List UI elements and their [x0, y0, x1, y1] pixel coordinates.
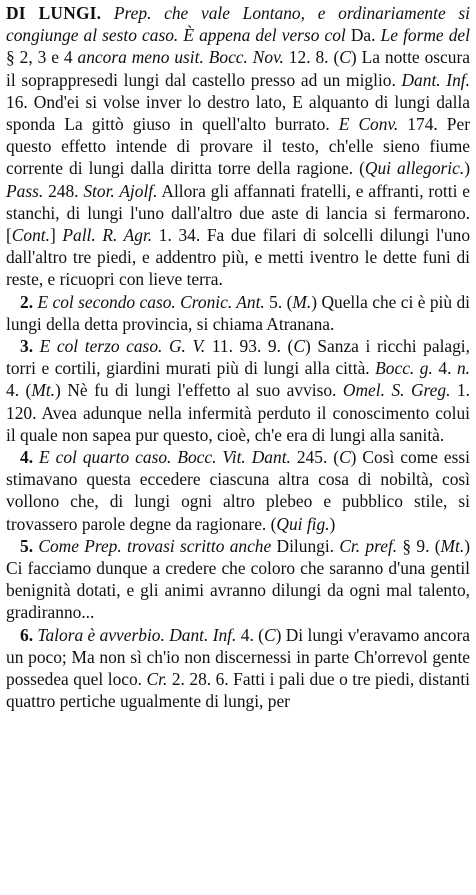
- entry-definition: [6, 2, 470, 291]
- text-run: Cont.: [11, 225, 50, 246]
- text-run: ) Di lungi v'eravamo ancora un poco; Ma non sì ch'io non discernessi in parte Ch'orrevol gente possedea quel loco.: [6, 624, 471, 690]
- headword: DI LUNGI.: [6, 3, 102, 23]
- text-run: 12. 8. (: [283, 47, 340, 68]
- text-run: 1. 120. Avea adunque nella infermità perduto il conoscimento colui il quale non sapea pur questo, cioè, ch'e era di lungi alla sanità.: [6, 380, 471, 445]
- text-run: E col terzo caso. G. V.: [33, 336, 206, 357]
- text-run: ) La notte oscura il soprappresedi lungi dal castello presso ad un miglio.: [6, 47, 470, 90]
- text-run: 1. 34. Fa due filari di solcelli dilungi l'uno dall'altro tre piedi, e addentro più, e metti iventro le dette funi di reste, e ricuopri con lieve terra.: [6, 225, 471, 290]
- text-run: ) Nè fu di lungi l'effetto al suo avviso.: [55, 380, 343, 401]
- sense-number: 3.: [20, 336, 34, 357]
- text-run: Cr. pref.: [339, 535, 398, 556]
- text-run: C: [263, 624, 276, 645]
- text-run: Cr.: [146, 669, 168, 690]
- entry-sense: [6, 291, 470, 335]
- text-run: ) Sanza i ricchi palagi, torri e cortili, giardini murati più di lungi alla città.: [6, 336, 470, 379]
- text-run: Talora è avverbio. Dant. Inf.: [33, 624, 237, 645]
- text-run: 245. (: [290, 447, 340, 468]
- entry-sense: [6, 624, 470, 713]
- sense-number: 6.: [20, 624, 34, 645]
- text-run: ) Quella che ci è più di lungi della detta provincia, si chiama Atranana.: [6, 291, 470, 334]
- sense-number: 4.: [20, 447, 34, 468]
- text-run: Dilungi.: [276, 535, 340, 556]
- text-run: ): [464, 158, 470, 179]
- text-run: Prep. che vale Lontano, e ordinariamente si congiunge al sesto caso. È appena del verso col: [6, 3, 470, 46]
- text-run: ): [329, 513, 336, 534]
- sense-number: 5.: [20, 535, 34, 556]
- text-run: 2. 28. 6. Fatti i pali due o tre piedi, distanti quattro pertiche ugualmente di lungi, per: [6, 669, 470, 712]
- text-run: 4. (: [236, 624, 264, 645]
- text-run: Qui allegoric.: [364, 158, 465, 179]
- text-run: Le forme del: [375, 25, 470, 46]
- text-run: § 2, 3 e 4: [6, 47, 73, 68]
- sense-number: 2.: [20, 291, 34, 312]
- text-run: Bocc. Nov.: [208, 47, 284, 68]
- text-run: ]: [49, 225, 63, 246]
- text-run: Bocc. g.: [375, 358, 433, 379]
- text-run: Come Prep. trovasi scritto anche: [33, 535, 277, 556]
- text-run: 16. Ond'ei si volse inver lo destro lato, E alquanto di lungi dalla sponda La gittò giuso in quell'alto burrato.: [6, 91, 470, 135]
- text-run: E Conv.: [338, 114, 399, 135]
- text-run: C: [339, 447, 351, 468]
- text-run: Omel. S. Greg.: [342, 380, 451, 401]
- text-run: 174. Per questo effetto intende di provare il testo, ch'elle sieno fiume corrente di lungi dalla diritta torre della ragione. (: [6, 114, 470, 179]
- text-run: C: [339, 47, 351, 68]
- text-run: 4. (: [6, 380, 32, 401]
- text-run: 4.: [432, 358, 457, 379]
- text-run: C: [293, 336, 305, 357]
- text-run: n.: [456, 358, 471, 379]
- text-run: 11. 93. 9. (: [205, 336, 294, 357]
- text-run: Allora gli affannati fratelli, e affranti, rotti e stanchi, di lungi l'uno dall'altro due aste di lancia si fermarono. [: [6, 180, 470, 246]
- text-run: E col secondo caso. Cronic. Ant.: [33, 291, 265, 312]
- text-run: Qui fig.: [276, 513, 330, 534]
- text-run: ) Ci facciamo dunque a credere che coloro che saranno d'una gentil benignità dotati, e gli animi avranno dilungi da ogni mal talento, gradiranno...: [6, 535, 471, 623]
- text-run: Pass.: [6, 180, 44, 201]
- text-run: Mt.: [440, 535, 465, 556]
- text-run: ) Così come essi stimavano questa eccedere ciascuna altra cosa di nobiltà, così vollono che, di lungi ogni altro plebeo e pubblico stile, si trovassero parole degne da ragionare. (: [6, 447, 471, 534]
- text-run: E col quarto caso. Bocc. Vit. Dant.: [33, 447, 291, 468]
- text-run: 248.: [43, 180, 84, 201]
- text-run: Stor. Ajolf.: [83, 180, 158, 201]
- text-run: § 9. (: [397, 535, 441, 556]
- entry-sense: [6, 335, 470, 446]
- entry-sense: [6, 446, 470, 535]
- text-run: ancora meno usit.: [72, 47, 209, 68]
- text-run: Dant. Inf.: [401, 69, 470, 90]
- text-run: Pall. R. Agr.: [62, 225, 153, 246]
- text-run: Mt.: [31, 380, 56, 401]
- text-run: 5. (: [264, 291, 293, 312]
- text-run: Da.: [350, 25, 376, 46]
- entry-sense: [6, 535, 470, 624]
- text-run: M.: [292, 291, 312, 312]
